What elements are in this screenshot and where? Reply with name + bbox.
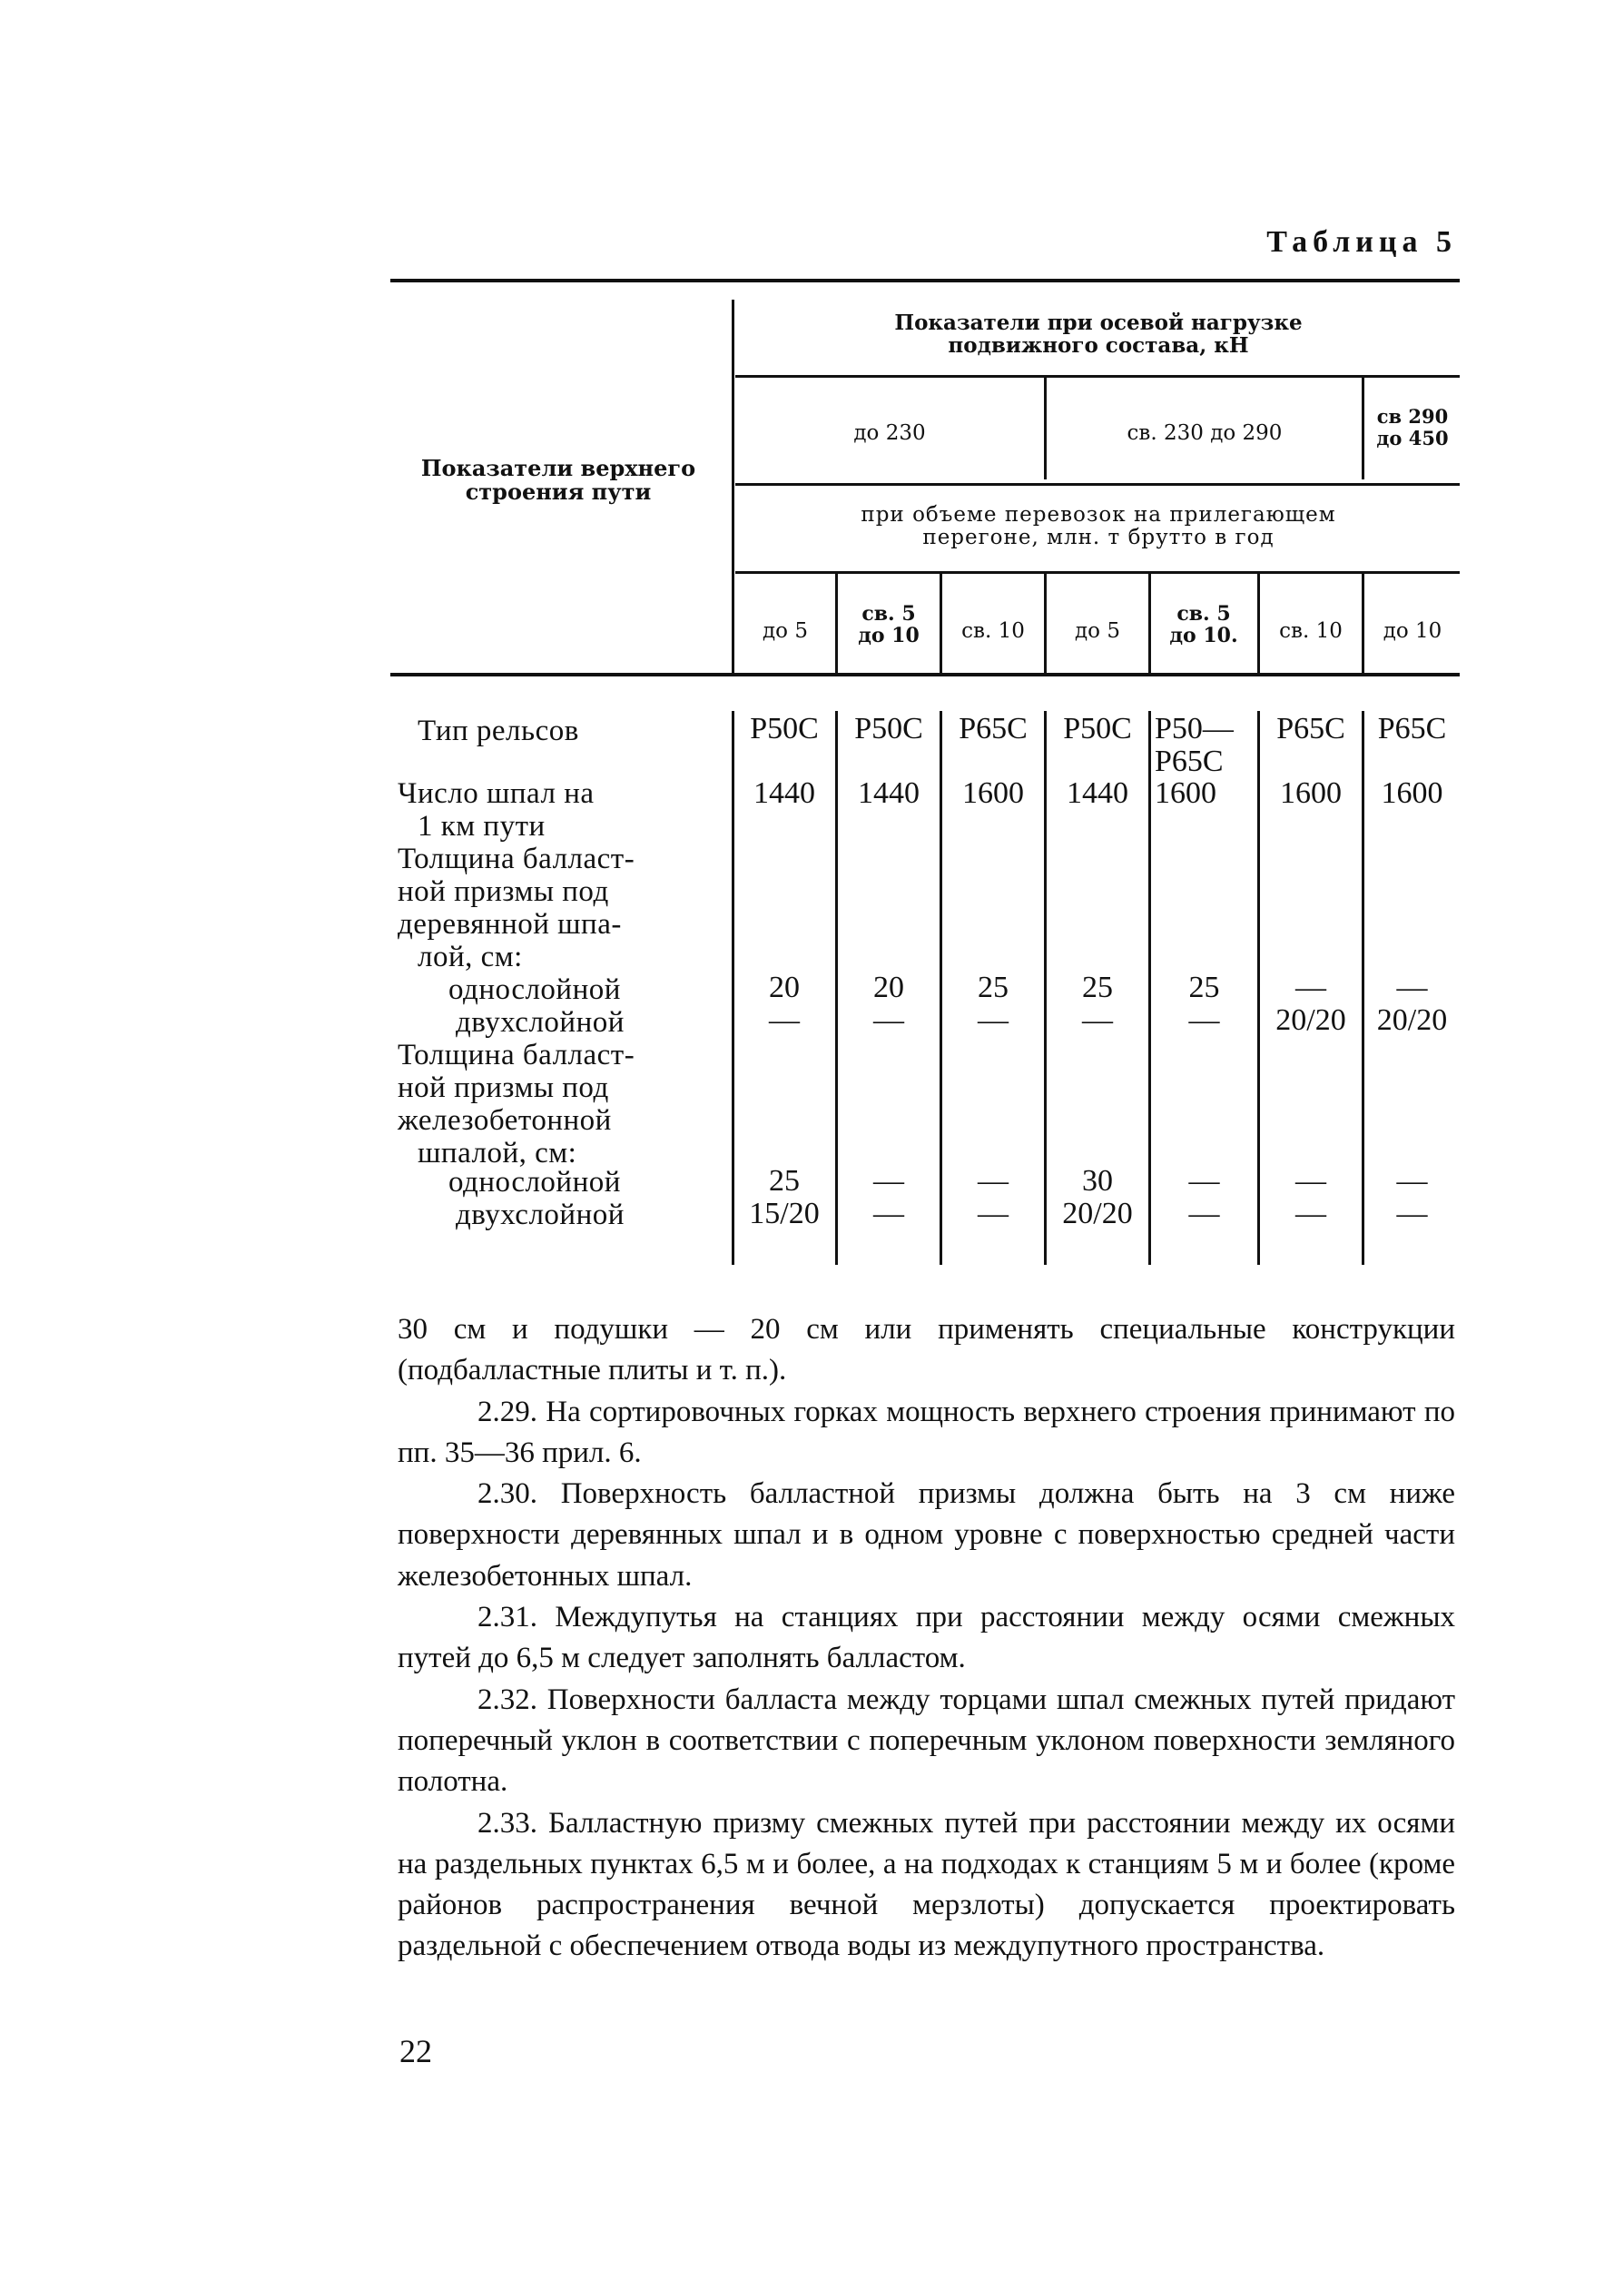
rail-type-cell: Р50С — [854, 712, 923, 745]
concrete-prism-label: Толщина балласт- ной призмы под железобетонной шпалой, см: — [398, 1039, 635, 1170]
wood-single-label: однослойной — [448, 973, 621, 1006]
traffic-title-rule — [735, 483, 1460, 486]
concrete-single-cell: 30 — [1082, 1164, 1113, 1198]
traffic-col-1: до 5 — [763, 619, 808, 643]
sleepers-cell: 1600 — [1155, 776, 1216, 810]
paragraph: 2.32. Поверхности балласта между торцами шпал смежных путей придают поперечный уклон в соответствии с поперечным уклоном поверхности земляного полотна. — [398, 1683, 1455, 1799]
rail-type-label: Тип рельсов — [418, 715, 579, 747]
concrete-single-cell: 25 — [769, 1164, 800, 1198]
wood-single-cell: 25 — [1188, 971, 1220, 1004]
load-groups-rule — [735, 375, 1460, 378]
traffic-divider-2 — [940, 574, 942, 674]
sleepers-label: Число шпал на 1 км пути — [398, 777, 595, 843]
traffic-divider-3 — [1044, 574, 1047, 674]
concrete-single-label: однослойной — [448, 1166, 621, 1199]
load-divider-2 — [1362, 378, 1364, 479]
concrete-single-cell: — — [1295, 1164, 1326, 1198]
paragraph: 2.31. Междупутья на станциях при расстоянии между осями смежных путей до 6,5 м следует заполнять балластом. — [398, 1601, 1455, 1675]
rail-type-cell: Р65С — [1276, 712, 1345, 745]
wood-single-cell: — — [1396, 971, 1428, 1004]
group-title: Показатели при осевой нагрузке подвижного состава, кН — [894, 311, 1303, 358]
concrete-double-label: двухслойной — [456, 1199, 625, 1231]
traffic-divider-1 — [835, 574, 838, 674]
wood-double-cell: — — [769, 1003, 800, 1037]
sleepers-cell: 1600 — [962, 776, 1024, 810]
sleepers-cell: 1600 — [1381, 776, 1443, 810]
wood-single-cell: 20 — [769, 971, 800, 1004]
wood-double-cell: — — [978, 1003, 1009, 1037]
concrete-single-cell: — — [873, 1164, 904, 1198]
traffic-col-6: св. 10 — [1279, 619, 1343, 643]
concrete-double-cell: — — [1188, 1197, 1220, 1230]
rail-type-cell: Р50— Р65С — [1155, 712, 1234, 778]
rail-type-cell: Р50С — [1063, 712, 1132, 745]
wood-single-cell: — — [1295, 971, 1326, 1004]
traffic-divider-6 — [1362, 574, 1364, 674]
header-bottom-rule — [390, 673, 1460, 676]
sleepers-cell: 1600 — [1280, 776, 1342, 810]
rail-type-cell: Р65С — [1377, 712, 1447, 745]
table-top-rule — [390, 279, 1460, 282]
wood-single-cell: 20 — [873, 971, 904, 1004]
page-number: 22 — [399, 2033, 432, 2069]
traffic-col-2: св. 5 до 10 — [858, 602, 920, 647]
concrete-double-cell: — — [873, 1197, 904, 1230]
rail-type-cell: Р50С — [750, 712, 819, 745]
paragraph: 2.33. Балластную призму смежных путей при расстоянии между их осями на раздельных пунктах 6,5 м и более, а на подходах к станциям 5 м и более (кроме районов распространения вечной мерзлоты) допускается проектировать раздельной с обеспечением отвода воды из междупутного пространства. — [398, 1806, 1455, 1963]
sleepers-cell: 1440 — [1067, 776, 1128, 810]
concrete-double-cell: 20/20 — [1062, 1197, 1133, 1230]
wood-double-cell: 20/20 — [1275, 1003, 1346, 1037]
wood-single-cell: 25 — [1082, 971, 1113, 1004]
wood-single-cell: 25 — [978, 971, 1009, 1004]
sleepers-cell: 1440 — [753, 776, 815, 810]
traffic-title: при объеме перевозок на прилегающем перегоне, млн. т брутто в год — [861, 503, 1336, 549]
wood-double-cell: — — [1188, 1003, 1220, 1037]
sleepers-cell: 1440 — [858, 776, 920, 810]
paragraph: 2.30. Поверхность балластной призмы должна быть на 3 см ниже поверхности деревянных шпал и в одном уровне с поверхностью средней части железобетонных шпал. — [398, 1477, 1455, 1593]
concrete-double-cell: — — [1295, 1197, 1326, 1230]
wood-double-cell: — — [1082, 1003, 1113, 1037]
concrete-single-cell: — — [978, 1164, 1009, 1198]
traffic-divider-5 — [1257, 574, 1260, 674]
concrete-single-cell: — — [1188, 1164, 1220, 1198]
traffic-col-5: св. 5 до 10. — [1169, 602, 1238, 647]
load-group-3: св 290 до 450 — [1376, 405, 1449, 449]
load-group-1: до 230 — [853, 421, 926, 445]
row-header: Показатели верхнего строения пути — [420, 455, 696, 505]
traffic-divider-4 — [1148, 574, 1151, 674]
wood-prism-label: Толщина балласт- ной призмы под деревянной шпа- лой, см: — [398, 843, 635, 973]
body-text — [398, 1309, 1455, 1968]
wood-double-label: двухслойной — [456, 1006, 625, 1039]
paragraph: 2.29. На сортировочных горках мощность верхнего строения принимают по пп. 35—36 прил. 6. — [398, 1395, 1455, 1469]
load-group-2: св. 230 до 290 — [1127, 421, 1283, 445]
concrete-double-cell: — — [1396, 1197, 1428, 1230]
concrete-double-cell: — — [978, 1197, 1009, 1230]
wood-double-cell: 20/20 — [1376, 1003, 1448, 1037]
paragraph: 30 см и подушки — 20 см или применять специальные конструкции (подбалластные плиты и т. п.). — [398, 1313, 1455, 1387]
traffic-cols-rule — [735, 571, 1460, 574]
concrete-double-cell: 15/20 — [749, 1197, 820, 1230]
concrete-single-cell: — — [1396, 1164, 1428, 1198]
table-title: Таблица 5 — [1266, 225, 1457, 259]
traffic-col-4: до 5 — [1075, 619, 1120, 643]
wood-double-cell: — — [873, 1003, 904, 1037]
traffic-col-3: св. 10 — [961, 619, 1025, 643]
rail-type-cell: Р65С — [959, 712, 1028, 745]
traffic-col-7: до 10 — [1383, 619, 1442, 643]
header-divider — [732, 300, 734, 674]
load-divider-1 — [1044, 378, 1047, 479]
